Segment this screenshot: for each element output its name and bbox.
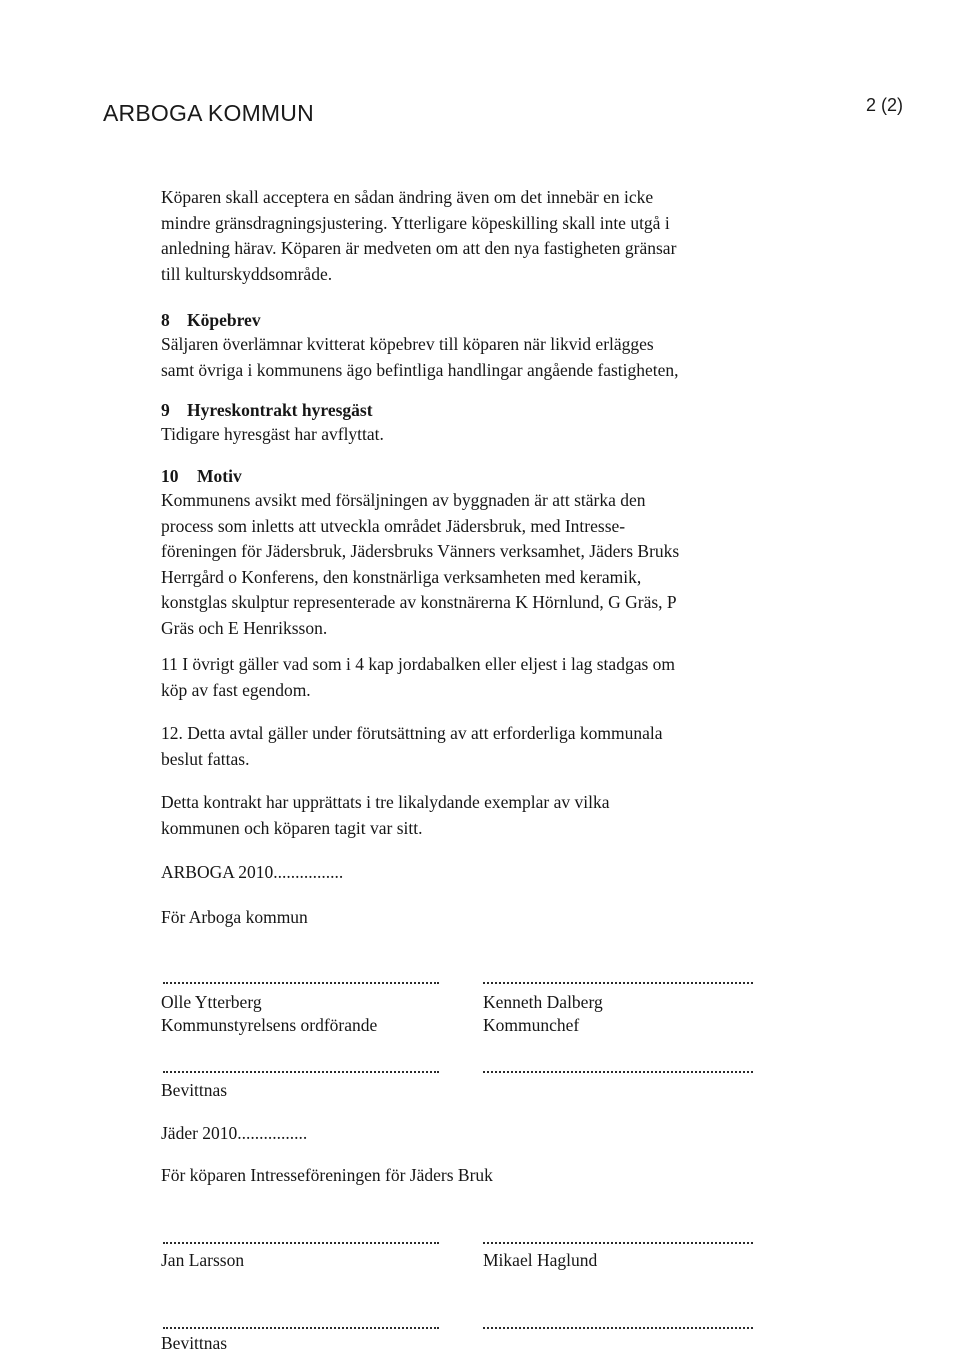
text-line: process som inletts att utveckla området Jädersbruk, med Intresse-	[161, 515, 626, 536]
text-line: mindre gränsdragningsjustering. Ytterligare köpeskilling skall inte utgå i	[161, 212, 670, 233]
page-number: 2 (2)	[866, 95, 904, 115]
section-number: 9	[161, 400, 170, 420]
text-line: Herrgård o Konferens, den konstnärliga verksamheten med keramik,	[161, 566, 642, 587]
text-line: 12. Detta avtal gäller under förutsättning av att erforderliga kommunala	[161, 723, 663, 743]
place-date-arboga: ARBOGA 2010................	[161, 862, 344, 882]
signatory-name: Olle Ytterberg	[161, 992, 262, 1012]
text-line: Gräs och E Henriksson.	[161, 617, 328, 638]
witness-label: Bevittnas	[161, 1080, 228, 1100]
intro-paragraph	[161, 185, 801, 287]
text-line: till kulturskyddsområde.	[161, 263, 333, 284]
signature-line-left	[163, 982, 439, 984]
signature-line-right	[483, 982, 753, 984]
text-line: anledning härav. Köparen är medveten om att den nya fastigheten gränsar	[161, 238, 677, 258]
witness-line-right	[483, 1071, 753, 1073]
signature-line-left	[163, 1242, 439, 1244]
witness-label: Bevittnas	[161, 1333, 228, 1353]
text-line: Köparen skall acceptera en sådan ändring även om det innebär en icke	[161, 187, 654, 207]
place-date-jader: Jäder 2010................	[161, 1123, 308, 1143]
section-title: Hyreskontrakt hyresgäst	[187, 400, 373, 420]
text-line: beslut fattas.	[161, 748, 250, 769]
for-buyer-label: För köparen Intresseföreningen för Jäders Bruk	[161, 1165, 493, 1185]
text-line: Säljaren överlämnar kvitterat köpebrev till köparen när likvid erlägges	[161, 334, 654, 354]
section-number: 8	[161, 310, 170, 330]
for-arboga-label: För Arboga kommun	[161, 907, 308, 927]
section-title: Motiv	[197, 466, 242, 486]
witness-line-left	[163, 1071, 439, 1073]
section-title: Köpebrev	[187, 310, 261, 330]
signatory-role: Kommunchef	[483, 1015, 580, 1035]
signatory-name: Kenneth Dalberg	[483, 992, 603, 1012]
signature-line-right	[483, 1242, 753, 1244]
section-heading	[161, 398, 801, 422]
text-line: Kommunens avsikt med försäljningen av byggnaden är att stärka den	[161, 490, 646, 510]
section-heading	[161, 464, 801, 488]
text-line: Detta kontrakt har upprättats i tre likalydande exemplar av vilka	[161, 792, 610, 812]
signatory-role: Kommunstyrelsens ordförande	[161, 1015, 378, 1035]
text-line: konstglas skulptur representerade av konstnärerna K Hörnlund, G Gräs, P	[161, 592, 677, 612]
text-line: 11 I övrigt gäller vad som i 4 kap jordabalken eller eljest i lag stadgas om	[161, 654, 676, 674]
text-line: föreningen för Jädersbruk, Jädersbruks Vänners verksamhet, Jäders Bruks	[161, 541, 680, 561]
section-heading	[161, 308, 801, 332]
signatory-name: Jan Larsson	[161, 1250, 245, 1270]
clause-12	[161, 721, 801, 772]
section-10	[161, 464, 801, 641]
text-line: kommunen och köparen tagit var sitt.	[161, 817, 423, 838]
closing-paragraph	[161, 790, 801, 841]
text-line: köp av fast egendom.	[161, 679, 311, 700]
section-9	[161, 398, 801, 448]
signatory-name: Mikael Haglund	[483, 1250, 598, 1270]
text-line: Tidigare hyresgäst har avflyttat.	[161, 424, 384, 444]
section-number: 10	[161, 466, 179, 486]
section-8	[161, 308, 801, 383]
witness-line-right	[483, 1327, 753, 1329]
text-line: samt övriga i kommunens ägo befintliga handlingar angående fastigheten,	[161, 359, 679, 380]
clause-11	[161, 652, 801, 703]
organization-header: ARBOGA KOMMUN	[103, 100, 314, 126]
witness-line-left	[163, 1327, 439, 1329]
